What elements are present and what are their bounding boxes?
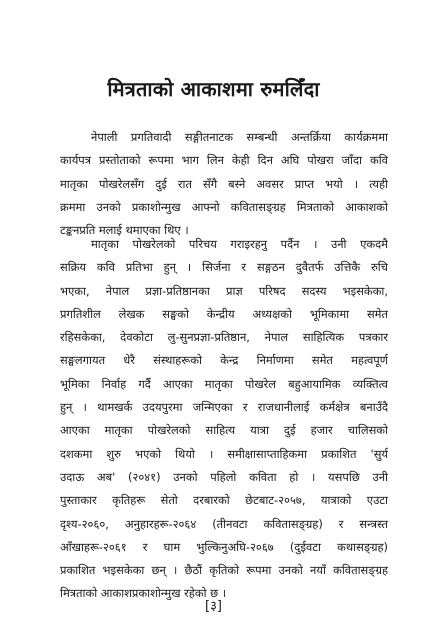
text-line: नेपाली प्रगतिवादी सङ्गीतनाटक सम्बन्धी अन्तर्क्रिया कार्यक्रममा [91, 130, 388, 144]
text-line: प्रकाशित भइसकेका छन् । छैठौं कृतिको रूपमा उनको नयाँ कवितासङ्ग्रह [60, 563, 388, 578]
text-line: दृश्य-२०६०, अनुहारहरू-२०६४ (तीनवटा कवितासङ्ग्रह) र सन्त्रस्त [60, 516, 388, 531]
text-line: उदाऊ अब' (२०४१) उनको पहिलो कविता हो । यसपछि उनी [60, 469, 388, 484]
text-line: कार्यपत्र प्रस्तोताको रूपमा भाग लिन केही दिन अघि पोखरा जाँदा कवि [60, 153, 388, 168]
page-number: [३] [205, 599, 222, 614]
paragraph-1 [60, 126, 388, 242]
text-line: आएका मातृका पोखरेलको साहित्य यात्रा दुई हजार चालिसको [60, 423, 388, 438]
text-line: आँखाहरू-२०६१ र घाम भुल्किनुअघि-२०६७ (दुईवटा कथासङ्ग्रह) [60, 539, 388, 554]
text-line: पुस्ताकार कृतिहरू सेतो दरबारको छेटबाट-२०५७, यात्राको एउटा [60, 493, 388, 508]
text-line: मित्रताको आकाशप्रकाशोन्मुख रहेको छ । [60, 586, 227, 601]
text-line: रहिसकेका, देवकोटा लु-सुनप्रज्ञा-प्रतिष्ठान, नेपाल साहित्यिक पत्रकार [60, 330, 388, 345]
text-line: मातृका पोखरेलसँग दुई रात सँगै बस्ने अवसर प्राप्त भयो । त्यही [60, 176, 388, 191]
page-title: मित्रताको आकाशमा रुमलिँदा [107, 77, 320, 101]
text-line: क्रममा उनको प्रकाशोन्मुख आफ्नो कवितासङ्ग्रह मित्रताको आकाशको [60, 199, 388, 214]
text-line: भएका, नेपाल प्रज्ञा-प्रतिष्ठानका प्राज्ञ परिषद सदस्य भइसकेका, [60, 283, 388, 298]
text-line: सक्रिय कवि प्रतिभा हुन् । सिर्जना र सङ्गठन दुवैतर्फ उत्तिकै रुचि [60, 260, 388, 275]
text-line: सङ्घलगायत धेरै संस्थाहरूको केन्द्र निर्माणमा समेत महत्वपूर्ण [60, 353, 388, 368]
text-line: हुन् । थामखर्क उदयपुरमा जन्मिएका र राजधानीलाई कर्मक्षेत्र बनाउँदै [60, 400, 388, 415]
text-line: दशकमा शुरु भएको थियो । समीक्षासाप्ताहिकमा प्रकाशित 'सुर्य [60, 446, 388, 461]
text-line: मातृका पोखरेलको परिचय गराइरहनु पर्दैन । उनी एकदमै [91, 237, 388, 251]
paragraph-2 [60, 233, 388, 606]
text-line: टङ्कनप्रति मलाई थमाएका थिए । [60, 223, 189, 238]
text-line: प्रगतिशील लेखक सङ्घको केन्द्रीय अध्यक्षको भूमिकामा समेत [60, 306, 388, 321]
text-line: भूमिका निर्वाह गर्दै आएका मातृका पोखरेल बहुआयामिक व्यक्तित्व [60, 376, 388, 391]
